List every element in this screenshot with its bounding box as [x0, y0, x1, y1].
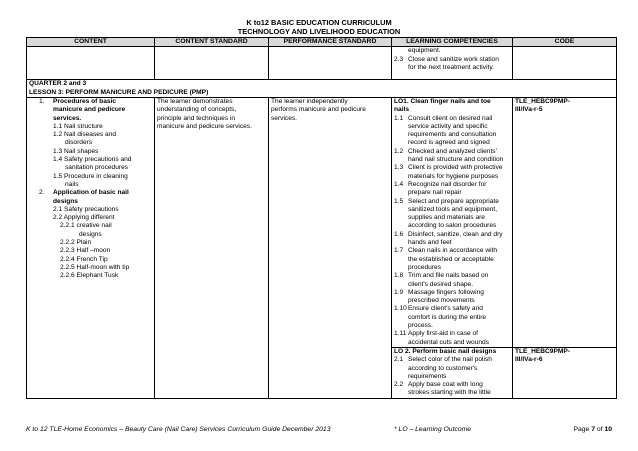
list-item: 1.7 Clean nails in accordance with [394, 247, 498, 255]
list-item: 1.5 Select and prepare appropriate [394, 197, 499, 205]
list-item: 1.10 Ensure client's safety and [394, 305, 483, 313]
list-item: 1.6 Disinfect, sanitize, clean and dry [394, 230, 503, 238]
page-number: Page 7 of 10 [573, 426, 612, 433]
list-item: 1.3 Client is provided with protective [394, 164, 503, 172]
list-item: 2.2 Apply base coat with long [394, 381, 483, 389]
footer-document-title: K to 12 TLE-Home Economics – Beauty Care (Nail Care) Services Curriculum Guide December 2013 [26, 426, 331, 433]
list-item: 1.8 Trim and file nails based on [394, 272, 489, 280]
content-cell: 1. Procedures of basic manicure and pedicure services. 1.1 Nail structure 1.2 Nail diseases and disorders 1.3 Nail shapes 1.4 Safety precautions and sanitation procedures 1.5 Procedure in cleaning nails 2. Application of basic nail designs 2.1 Safety precautions 2.2 Applying different 2.2.1 creative nail designs 2.2.2 Plain 2.2.3 Half –moon 2.2.4 French Tip 2.2.5 Half-moon with tip 2.2.6 Elephant Tusk [27, 98, 155, 399]
performance-standard-cell: The learner independently performs manicure and pedicure services. [269, 98, 392, 399]
lo2-competencies-cell: LO 2. Perform basic nail designs 2.1 Select color of the nail polish according to customer's requirements 2.2 Apply base coat with long strokes starting with the little [392, 347, 513, 398]
column-header-content: CONTENT [27, 38, 155, 47]
content-standard-cell: The learner demonstrates understanding of concepts, principle and techniques in manicure and pedicure services. [155, 98, 269, 399]
table-header-row [27, 38, 617, 47]
carryover-competency: equipment. 2.3 Close and sanitize work station for the next treatment activity. [392, 47, 513, 80]
list-item: 2.1 Select color of the nail polish [394, 356, 492, 364]
lo1-competencies-cell: LO1. Clean finger nails and toe nails 1.1 Consult client on desired nail service activity and specific requirements and consultation record is agreed and signed 1.2 Checked and analyzed clients' hand nail structure and condition 1.3 Client is provided with protective materials for hygiene purposes 1.4 Recognize nail disorder for prepare nail repair 1.5 Select and prepare appropriate sanitized tools and equipment, supplies and materials are according to salon procedures 1.6 Disinfect, sanitize, clean and dry hands and feet 1.7 Clean nails in accordance with the established or acceptable procedures 1.8 Trim and file nails based on client's desired shape. 1.9 Massage fingers following prescribed movements 1.10 Ensure client's safety and comfort is during the entire process. 1.11 Apply first-aid in case of accidental cuts and wounds [392, 98, 513, 348]
lo1-code-cell: TLE_HEBC9PMP- III/IVa-r-5 [513, 98, 617, 348]
column-header-performance-standard: PERFORMANCE STANDARD [269, 38, 392, 47]
carryover-row [27, 47, 617, 80]
lo1-title: LO1. Clean finger nails and toe [394, 98, 491, 105]
quarter-row [27, 80, 617, 98]
quarter-lesson-heading: QUARTER 2 and 3 LESSON 3: PERFORM MANICURE AND PEDICURE (PMP) [27, 80, 617, 98]
column-header-code: CODE [513, 38, 617, 47]
curriculum-subtitle: TECHNOLOGY AND LIVELIHOOD EDUCATION [237, 27, 401, 36]
lo2-title: LO 2. Perform basic nail designs [394, 347, 497, 355]
footer-lo-note: * LO – Learning Outcome [394, 426, 472, 433]
curriculum-table [26, 37, 617, 399]
lo2-code-cell: TLE_HEBC9PMP- III/IVa-r-6 [513, 347, 617, 398]
list-item: 1.11 Apply first-aid in case of [394, 330, 478, 338]
list-item: 1.2 Checked and analyzed clients' [394, 147, 497, 155]
column-header-learning-competencies: LEARNING COMPETENCIES [392, 38, 513, 47]
list-item: 1.4 Recognize nail disorder for [394, 180, 487, 188]
list-item: 1.1 Consult client on desired nail [394, 114, 493, 122]
column-header-content-standard: CONTENT STANDARD [155, 38, 269, 47]
curriculum-title: K to12 BASIC EDUCATION CURRICULUM [246, 18, 392, 27]
lo1-row [27, 98, 617, 348]
list-item: 1.9 Massage fingers following [394, 288, 484, 296]
